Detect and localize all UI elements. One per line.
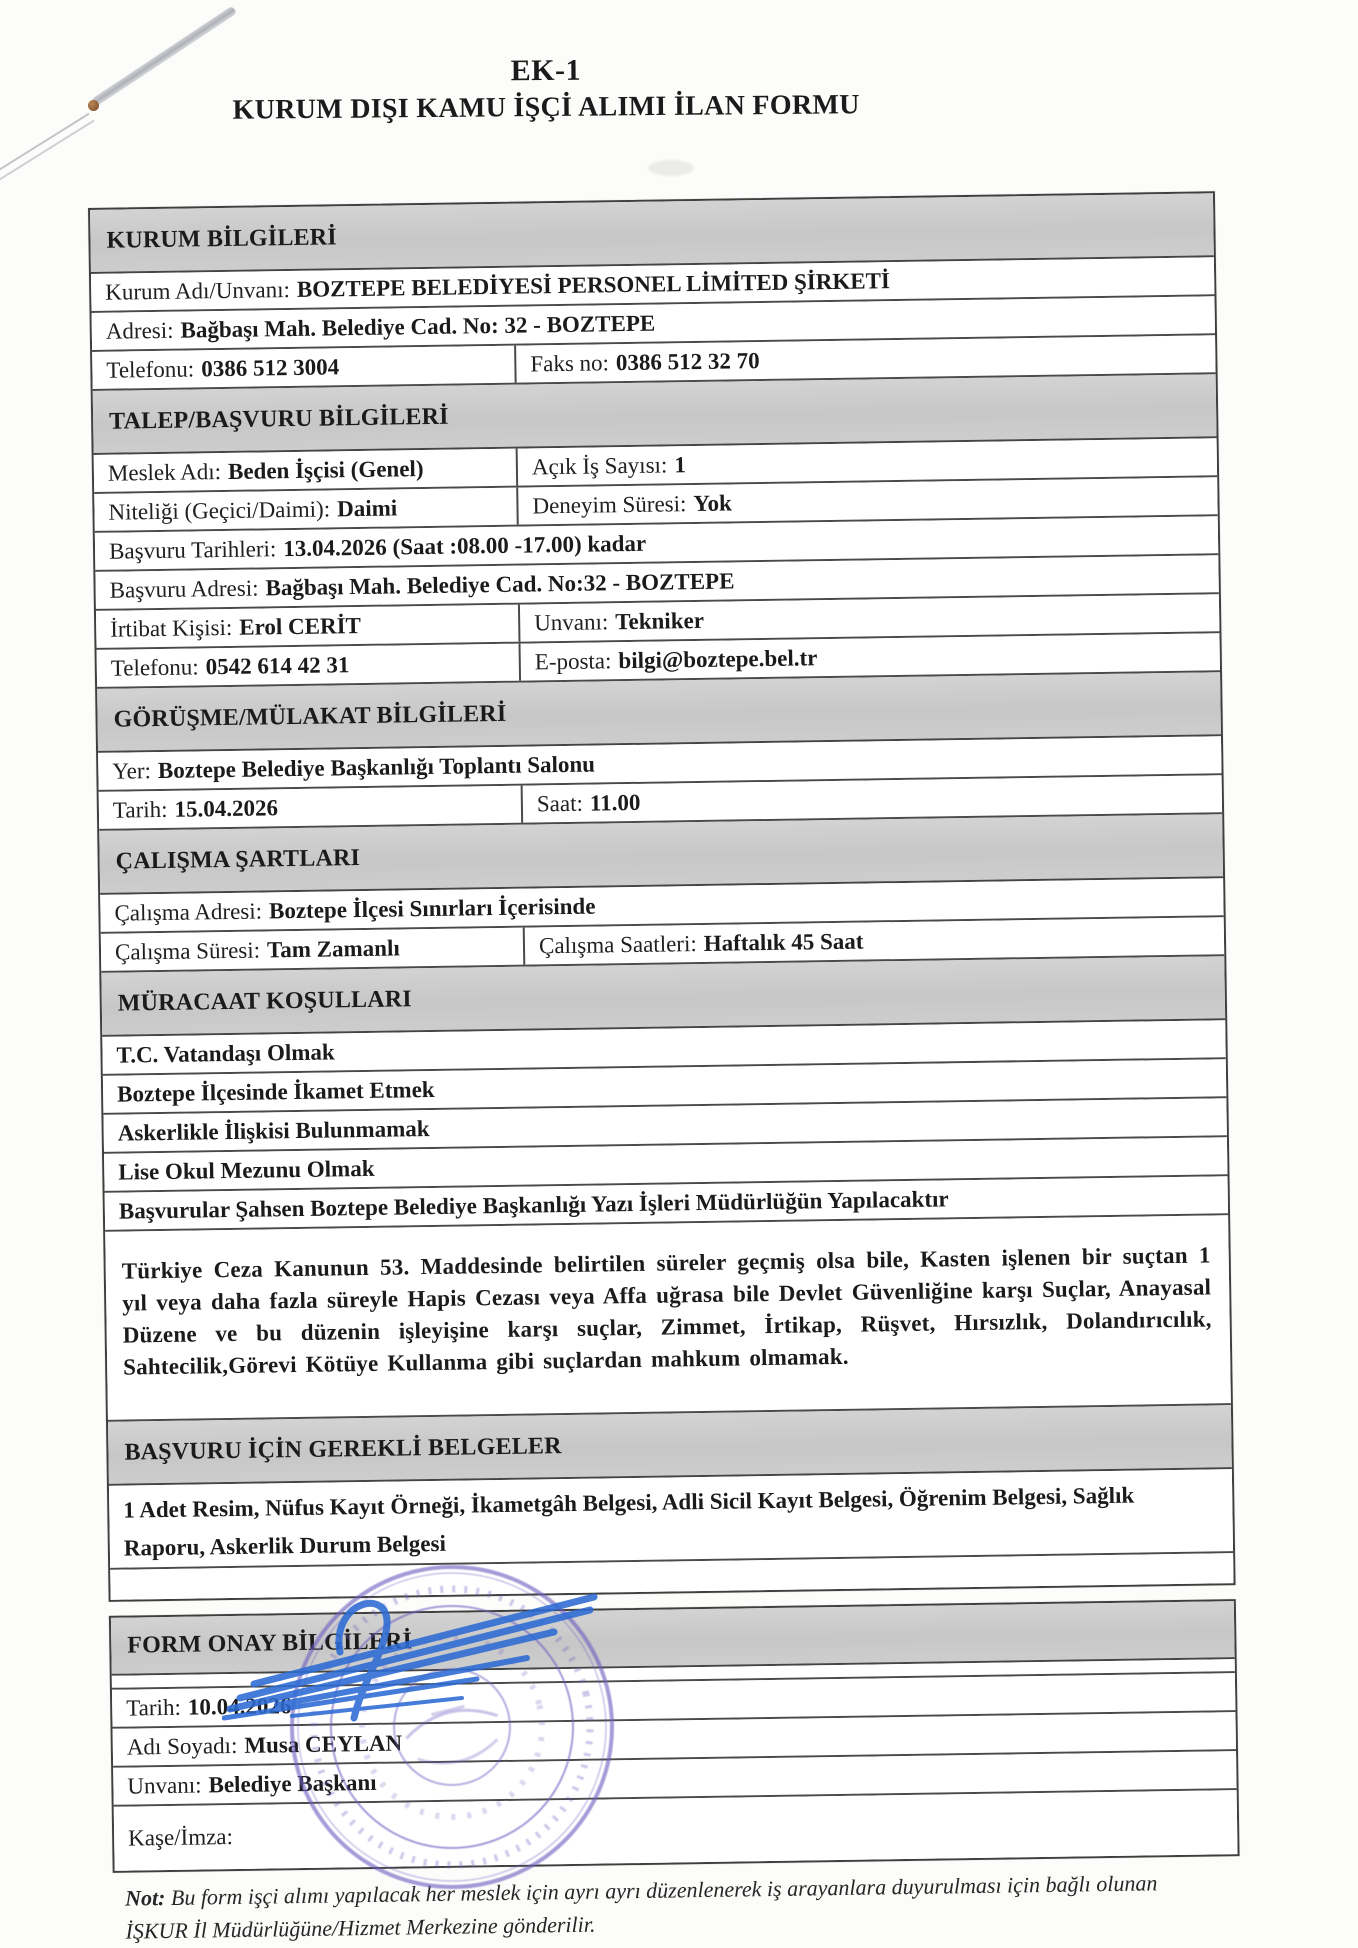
field-telefon	[92, 346, 517, 389]
condition-item: Boztepe İlçesinde İkamet Etmek	[116, 1076, 435, 1107]
field-value: Boztepe Belediye Başkanlığı Toplantı Salonu	[157, 751, 596, 783]
field-value: 10.04.2026	[187, 1692, 292, 1720]
field-value: Tam Zamanlı	[266, 934, 400, 962]
main-form-table	[88, 191, 1236, 1602]
field-value: 0386 512 32 70	[615, 347, 760, 375]
section-header-muracaat-kosullari: MÜRACAAT KOŞULLARI	[101, 956, 1225, 1037]
field-label: Faks no:	[530, 349, 610, 376]
field-niteligi	[94, 488, 519, 531]
field-value: Haftalık 45 Saat	[703, 928, 864, 956]
form-sheet	[88, 191, 1241, 1948]
field-label: Saat:	[536, 790, 584, 816]
field-value: 11.00	[589, 789, 641, 816]
field-label: Yer:	[112, 757, 152, 784]
field-value: Belediye Başkanı	[208, 1769, 377, 1797]
field-value: 1	[674, 451, 687, 477]
field-label: Açık İş Sayısı:	[531, 451, 668, 479]
field-label: Başvuru Adresi:	[109, 575, 259, 603]
section-header-calisma-sartlari: ÇALIŞMA ŞARTLARI	[99, 814, 1223, 895]
field-label: Tarih:	[112, 796, 168, 823]
field-label: Deneyim Süresi:	[532, 490, 687, 518]
footnote-line1: Bu form işçi alımı yapılacak her meslek için ayrı ayrı düzenlenerek iş arayanlara duyurulması için bağlı olunan	[170, 1870, 1158, 1910]
field-value: bilgi@boztepe.bel.tr	[618, 644, 818, 673]
field-value: 0386 512 3004	[201, 353, 340, 381]
approval-table	[109, 1599, 1240, 1873]
field-value: Musa CEYLAN	[244, 1730, 403, 1758]
page-title: KURUM DIŞI KAMU İŞÇİ ALIMI İLAN FORMU	[232, 89, 860, 126]
field-label: Tarih:	[126, 1694, 182, 1721]
field-mulakat-tarih	[99, 786, 524, 829]
field-value: Boztepe İlçesi Sınırları İçerisinde	[268, 893, 596, 923]
field-label: Niteliği (Geçici/Daimi):	[108, 495, 331, 525]
field-value: Bağbaşı Mah. Belediye Cad. No:32 - BOZTEPE	[265, 567, 735, 600]
field-label: Adı Soyadı:	[126, 1732, 238, 1760]
section-header-gerekli-belgeler: BAŞVURU İÇİN GEREKLİ BELGELER	[108, 1405, 1232, 1486]
field-label: Unvanı:	[534, 608, 609, 635]
field-value: Erol CERİT	[239, 612, 362, 640]
field-label: Telefonu:	[106, 355, 195, 383]
section-header-talep-basvuru: TALEP/BAŞVURU BİLGİLERİ	[93, 374, 1217, 455]
condition-item: Başvurular Şahsen Boztepe Belediye Başkanlığı Yazı İşleri Müdürlüğün Yapılacaktır	[118, 1185, 949, 1224]
footnote	[113, 1865, 1241, 1948]
table-row	[105, 1215, 1231, 1422]
condition-item: T.C. Vatandaşı Olmak	[116, 1038, 335, 1068]
field-value: 0542 614 42 31	[205, 651, 350, 679]
section-header-gorusme-mulakat: GÖRÜŞME/MÜLAKAT BİLGİLERİ	[97, 672, 1221, 753]
field-irtibat-telefonu	[97, 644, 522, 687]
field-meslek-adi	[94, 449, 519, 492]
field-value: 15.04.2026	[174, 794, 279, 822]
footnote-not-label: Not:	[124, 1885, 166, 1911]
condition-item: Lise Okul Mezunu Olmak	[118, 1155, 375, 1185]
scan-smudge	[648, 160, 694, 176]
footnote-line2: İŞKUR İl Müdürlüğüne/Hizmet Merkezine gönderilir.	[125, 1911, 596, 1944]
field-label: Unvanı:	[127, 1771, 202, 1799]
page-title-code: EK-1	[510, 53, 582, 88]
field-label: Çalışma Saatleri:	[538, 930, 697, 958]
document-title	[0, 49, 1092, 129]
legal-paragraph: Türkiye Ceza Kanunun 53. Maddesinde belirtilen süreler geçmiş olsa bile, Kasten işlenen bir suçtan 1 yıl veya daha fazla süreyle Hapis Cezası veya Affa uğrasa bile Devlet Güvenliğine karşı Suçlar, Anayasal Düzene ve bu düzenin işleyişine karşı suçlar, Zimmet, İrtikap, Rüşvet, Hırsızlık, Dolandırıcılık, Sahtecilik,Görevi Kötüye Kullanma gibi suçlardan mahkum olmamak.	[121, 1242, 1212, 1380]
field-irtibat-kisisi	[96, 605, 521, 648]
field-label: Adresi:	[105, 317, 174, 344]
field-label: Çalışma Adresi:	[114, 897, 263, 926]
field-label: Kaşe/İmza:	[128, 1824, 234, 1851]
section-header-form-onay: FORM ONAY BİLGİLERİ	[111, 1601, 1235, 1676]
field-value: Tekniker	[615, 607, 705, 634]
field-label: E-posta:	[534, 647, 612, 674]
field-label: Kurum Adı/Unvanı:	[105, 276, 291, 305]
field-calisma-suresi	[101, 928, 526, 971]
field-value: Beden İşçisi (Genel)	[227, 455, 424, 484]
field-value: Yok	[693, 489, 732, 516]
condition-item: Askerlikle İlişkisi Bulunmamak	[117, 1115, 430, 1146]
field-label: Meslek Adı:	[107, 458, 222, 486]
field-value: Daimi	[336, 494, 398, 521]
field-label: İrtibat Kişisi:	[110, 614, 233, 642]
section-header-kurum-bilgileri: KURUM BİLGİLERİ	[90, 193, 1214, 274]
field-value: BOZTEPE BELEDİYESİ PERSONEL LİMİTED ŞİRKETİ	[296, 267, 891, 302]
field-value: Bağbaşı Mah. Belediye Cad. No: 32 - BOZTEPE	[180, 310, 656, 343]
field-label: Başvuru Tarihleri:	[108, 535, 277, 564]
scan-fold-line	[0, 120, 95, 184]
field-label: Çalışma Süresi:	[114, 937, 261, 965]
field-value: 13.04.2026 (Saat :08.00 -17.00) kadar	[283, 530, 647, 561]
field-label: Telefonu:	[110, 653, 199, 681]
required-documents-list: 1 Adet Resim, Nüfus Kayıt Örneği, İkametgâh Belgesi, Adli Sicil Kayıt Belgesi, Öğrenim Belgesi, Sağlık Raporu, Askerlik Durum Belgesi	[123, 1482, 1135, 1561]
